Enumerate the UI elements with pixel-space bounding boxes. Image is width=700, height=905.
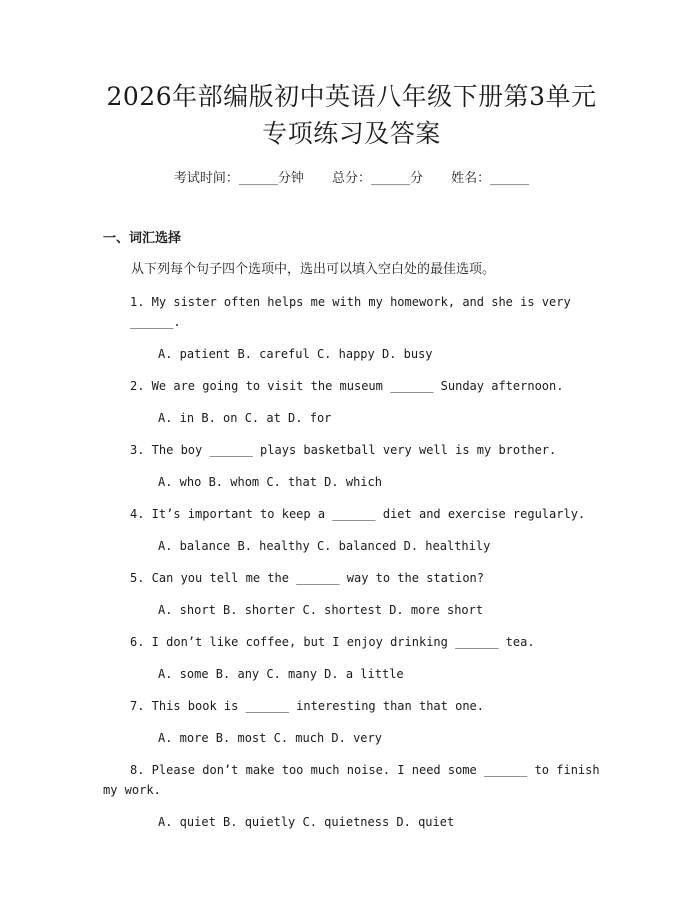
question-options: A. quiet B. quietly C. quietness D. quiet [158, 815, 455, 829]
question-options: A. some B. any C. many D. a little [158, 667, 404, 681]
question-options: A. more B. most C. much D. very [158, 731, 382, 745]
question-options: A. patient B. careful C. happy D. busy [158, 347, 433, 361]
question-stem: 6. I don’t like coffee, but I enjoy drinking ______ tea. [130, 635, 535, 649]
question-options: A. short B. shorter C. shortest D. more short [158, 603, 484, 617]
question-stem: 2. We are going to visit the museum ______ Sunday afternoon. [130, 379, 564, 393]
question-stem: 7. This book is ______ interesting than that one. [130, 699, 485, 713]
question-item [103, 632, 600, 684]
exam-time-field: 考试时间：______分钟 [173, 171, 304, 186]
exam-info [103, 169, 600, 189]
question-stem: 4. It’s important to keep a ______ diet and exercise regularly. [130, 507, 586, 521]
title-line-1: 2026年部编版初中英语八年级下册第3单元 [106, 82, 597, 111]
question-item [103, 504, 600, 556]
question-stem: 1. My sister often helps me with my homework, and she is very ______. [130, 295, 571, 329]
section-heading-vocabulary: 一、词汇选择 [103, 231, 182, 246]
question-stem: 5. Can you tell me the ______ way to the station? [130, 571, 485, 585]
question-options: A. in B. on C. at D. for [158, 411, 332, 425]
question-item [103, 292, 600, 364]
question-item [103, 568, 600, 620]
section-instructions: 从下列每个句子四个选项中，选出可以填入空白处的最佳选项。 [131, 262, 496, 277]
question-stem: 8. Please don’t make too much noise. I need some ______ to finish my work. [103, 763, 600, 797]
question-stem: 3. The boy ______ plays basketball very well is my brother. [130, 443, 557, 457]
name-field: 姓名：______ [451, 171, 530, 186]
total-score-field: 总分：______分 [331, 171, 423, 186]
question-options: A. who B. whom C. that D. which [158, 475, 382, 489]
question-item [103, 440, 600, 492]
question-item [103, 376, 600, 428]
question-item [103, 760, 600, 832]
document-title [103, 78, 600, 152]
title-line-2: 专项练习及答案 [262, 119, 441, 148]
question-options: A. balance B. healthy C. balanced D. healthily [158, 539, 491, 553]
question-item [103, 696, 600, 748]
